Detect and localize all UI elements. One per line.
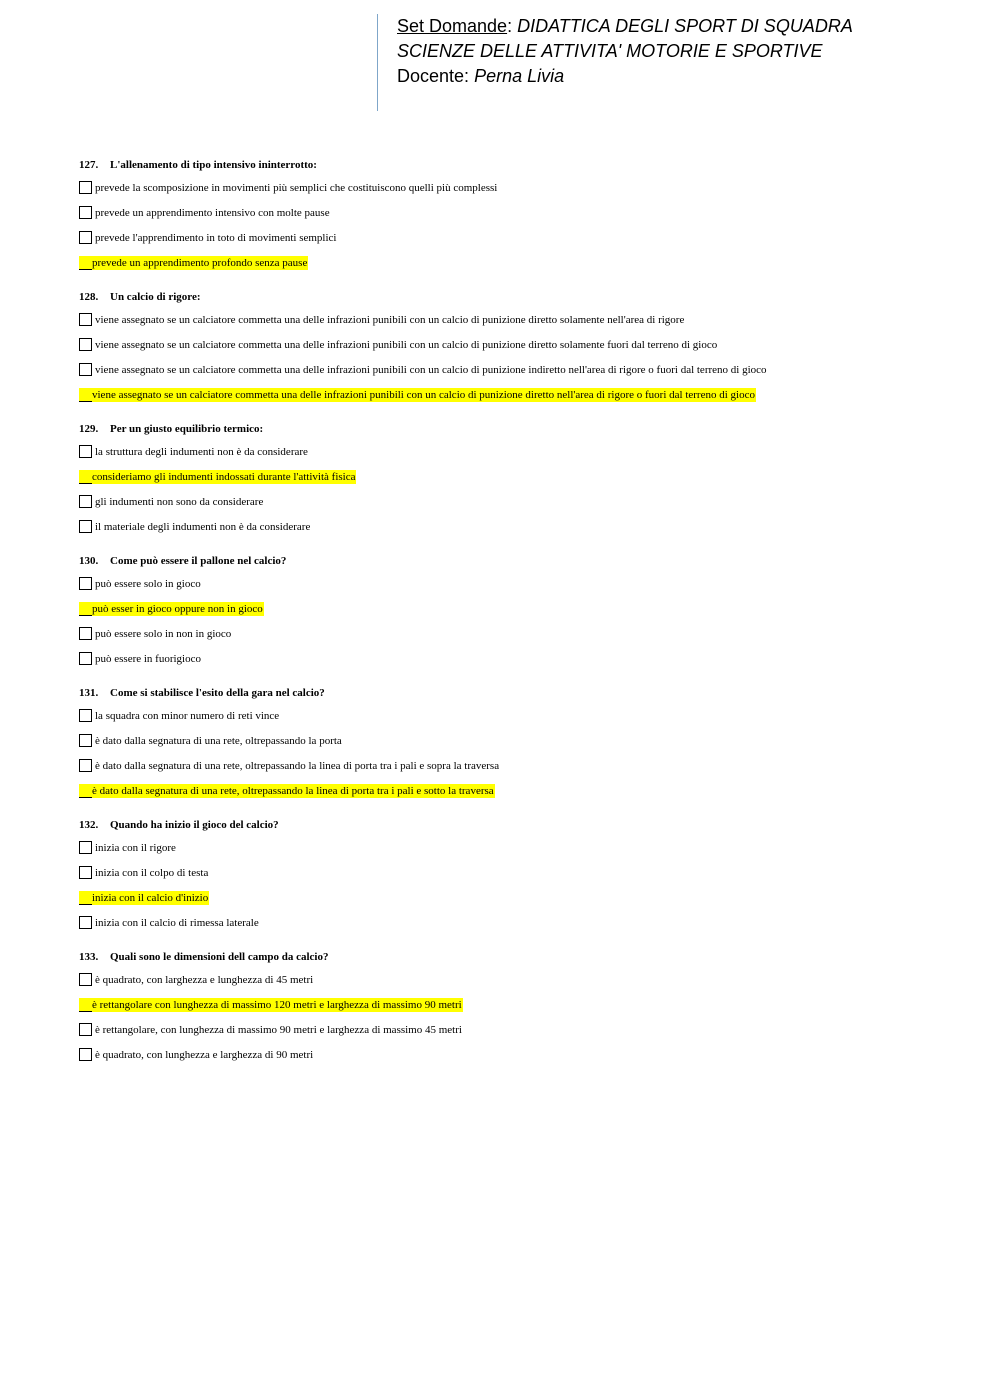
checkbox[interactable] xyxy=(79,495,92,508)
answer-option[interactable] xyxy=(79,514,959,539)
checkbox[interactable] xyxy=(79,577,92,590)
question-number: 131. xyxy=(79,687,99,699)
answer-option[interactable] xyxy=(79,439,959,464)
answer-option[interactable] xyxy=(79,307,959,332)
answer-label: gli indumenti non sono da considerare xyxy=(95,495,264,508)
degree-title: SCIENZE DELLE ATTIVITA' MOTORIE E SPORTIVE xyxy=(397,41,823,61)
answer-blank-line[interactable] xyxy=(79,998,92,1012)
question-block xyxy=(79,288,959,407)
answer-label: la squadra con minor numero di reti vince xyxy=(95,709,280,722)
question-number: 132. xyxy=(79,819,99,831)
question-number: 129. xyxy=(79,423,99,435)
answer-label: inizia con il calcio di rimessa laterale xyxy=(95,916,259,929)
question-block xyxy=(79,552,959,671)
question-title xyxy=(79,684,959,703)
answer-option[interactable] xyxy=(79,1042,959,1067)
answer-option-correct[interactable] xyxy=(79,250,959,275)
answer-label: può essere solo in gioco xyxy=(95,577,201,590)
answer-option[interactable] xyxy=(79,703,959,728)
question-text: Come può essere il pallone nel calcio? xyxy=(110,555,287,567)
answer-option[interactable] xyxy=(79,646,959,671)
answer-label: viene assegnato se un calciatore commetta una delle infrazioni punibili con un calcio di punizione diretto nell'area di rigore o fuori dal terreno di gioco xyxy=(92,388,755,401)
checkbox[interactable] xyxy=(79,866,92,879)
checkbox[interactable] xyxy=(79,313,92,326)
checkbox[interactable] xyxy=(79,445,92,458)
answer-label: è dato dalla segnatura di una rete, oltrepassando la porta xyxy=(95,734,342,747)
answer-label: il materiale degli indumenti non è da considerare xyxy=(95,520,311,533)
answer-option[interactable] xyxy=(79,332,959,357)
checkbox[interactable] xyxy=(79,181,92,194)
checkbox[interactable] xyxy=(79,520,92,533)
question-block xyxy=(79,420,959,539)
answer-option-correct[interactable] xyxy=(79,382,959,407)
answer-option[interactable] xyxy=(79,571,959,596)
checkbox[interactable] xyxy=(79,231,92,244)
answer-blank-line[interactable] xyxy=(79,784,92,798)
answer-option-correct[interactable] xyxy=(79,992,959,1017)
answer-blank-line[interactable] xyxy=(79,470,92,484)
answer-blank-line[interactable] xyxy=(79,256,92,270)
header-teacher-line xyxy=(397,64,853,89)
question-number: 130. xyxy=(79,555,99,567)
question-text: Un calcio di rigore: xyxy=(110,291,201,303)
answer-label: è quadrato, con larghezza e lunghezza di 45 metri xyxy=(95,973,314,986)
question-title xyxy=(79,156,959,175)
checkbox[interactable] xyxy=(79,652,92,665)
question-block xyxy=(79,948,959,1067)
answer-option[interactable] xyxy=(79,753,959,778)
answer-label: prevede un apprendimento profondo senza pause xyxy=(92,256,308,269)
course-title: DIDATTICA DEGLI SPORT DI SQUADRA xyxy=(517,16,853,36)
answer-label: inizia con il calcio d'inizio xyxy=(92,891,209,904)
answer-label: può essere solo in non in gioco xyxy=(95,627,232,640)
question-title xyxy=(79,948,959,967)
answer-label: consideriamo gli indumenti indossati durante l'attività fisica xyxy=(92,470,356,483)
answer-option[interactable] xyxy=(79,621,959,646)
answer-option[interactable] xyxy=(79,175,959,200)
answer-option-correct[interactable] xyxy=(79,596,959,621)
answer-option-correct[interactable] xyxy=(79,464,959,489)
question-block xyxy=(79,156,959,275)
question-title xyxy=(79,288,959,307)
document-header xyxy=(377,14,853,111)
checkbox[interactable] xyxy=(79,709,92,722)
checkbox[interactable] xyxy=(79,734,92,747)
question-list xyxy=(79,156,959,1080)
question-text: Per un giusto equilibrio termico: xyxy=(110,423,264,435)
answer-label: prevede l'apprendimento in toto di movimenti semplici xyxy=(95,231,337,244)
checkbox[interactable] xyxy=(79,338,92,351)
answer-label: è rettangolare, con lunghezza di massimo 90 metri e larghezza di massimo 45 metri xyxy=(95,1023,462,1036)
checkbox[interactable] xyxy=(79,1023,92,1036)
answer-label: può essere in fuorigioco xyxy=(95,652,201,665)
answer-label: è rettangolare con lunghezza di massimo 120 metri e larghezza di massimo 90 metri xyxy=(92,998,462,1011)
answer-option[interactable] xyxy=(79,967,959,992)
question-text: Quando ha inizio il gioco del calcio? xyxy=(110,819,279,831)
checkbox[interactable] xyxy=(79,627,92,640)
answer-label: prevede un apprendimento intensivo con molte pause xyxy=(95,206,330,219)
teacher-name: Perna Livia xyxy=(474,66,565,86)
answer-option[interactable] xyxy=(79,835,959,860)
answer-blank-line[interactable] xyxy=(79,388,92,402)
question-block xyxy=(79,684,959,803)
answer-option[interactable] xyxy=(79,357,959,382)
question-block xyxy=(79,816,959,935)
answer-option-correct[interactable] xyxy=(79,778,959,803)
answer-option[interactable] xyxy=(79,489,959,514)
answer-label: viene assegnato se un calciatore commetta una delle infrazioni punibili con un calcio di punizione diretto solamente nell'area di rigore xyxy=(95,313,685,326)
question-number: 133. xyxy=(79,951,99,963)
checkbox[interactable] xyxy=(79,759,92,772)
checkbox[interactable] xyxy=(79,916,92,929)
answer-label: prevede la scomposizione in movimenti più semplici che costituiscono quelli più complessi xyxy=(95,181,498,194)
question-title xyxy=(79,552,959,571)
checkbox[interactable] xyxy=(79,1048,92,1061)
answer-label: è dato dalla segnatura di una rete, oltrepassando la linea di porta tra i pali e sopra la traversa xyxy=(95,759,500,772)
answer-option[interactable] xyxy=(79,225,959,250)
answer-blank-line[interactable] xyxy=(79,891,92,905)
question-number: 127. xyxy=(79,159,99,171)
question-number: 128. xyxy=(79,291,99,303)
answer-label: la struttura degli indumenti non è da considerare xyxy=(95,445,308,458)
question-title xyxy=(79,816,959,835)
answer-option[interactable] xyxy=(79,200,959,225)
answer-option[interactable] xyxy=(79,910,959,935)
answer-label: è dato dalla segnatura di una rete, oltrepassando la linea di porta tra i pali e sotto la traversa xyxy=(92,784,494,797)
answer-label: viene assegnato se un calciatore commetta una delle infrazioni punibili con un calcio di punizione indiretto nell'area di rigore o fuori dal terreno di gioco xyxy=(95,363,767,376)
header-course-line xyxy=(397,14,853,39)
answer-blank-line[interactable] xyxy=(79,602,92,616)
teacher-label: Docente: xyxy=(397,66,470,86)
question-text: Come si stabilisce l'esito della gara nel calcio? xyxy=(110,687,325,699)
answer-label: può esser in gioco oppure non in gioco xyxy=(92,602,263,615)
checkbox[interactable] xyxy=(79,206,92,219)
header-degree-line xyxy=(397,39,853,64)
answer-label: inizia con il colpo di testa xyxy=(95,866,209,879)
answer-option[interactable] xyxy=(79,728,959,753)
checkbox[interactable] xyxy=(79,363,92,376)
question-text: Quali sono le dimensioni dell campo da calcio? xyxy=(110,951,329,963)
checkbox[interactable] xyxy=(79,973,92,986)
set-colon: : xyxy=(507,16,513,36)
answer-label: è quadrato, con lunghezza e larghezza di 90 metri xyxy=(95,1048,314,1061)
answer-label: viene assegnato se un calciatore commetta una delle infrazioni punibili con un calcio di punizione diretto solamente fuori dal terreno di gioco xyxy=(95,338,718,351)
answer-option[interactable] xyxy=(79,860,959,885)
answer-label: inizia con il rigore xyxy=(95,841,176,854)
question-title xyxy=(79,420,959,439)
checkbox[interactable] xyxy=(79,841,92,854)
set-label: Set Domande xyxy=(397,16,508,36)
answer-option[interactable] xyxy=(79,1017,959,1042)
question-text: L'allenamento di tipo intensivo ininterrotto: xyxy=(110,159,317,171)
answer-option-correct[interactable] xyxy=(79,885,959,910)
